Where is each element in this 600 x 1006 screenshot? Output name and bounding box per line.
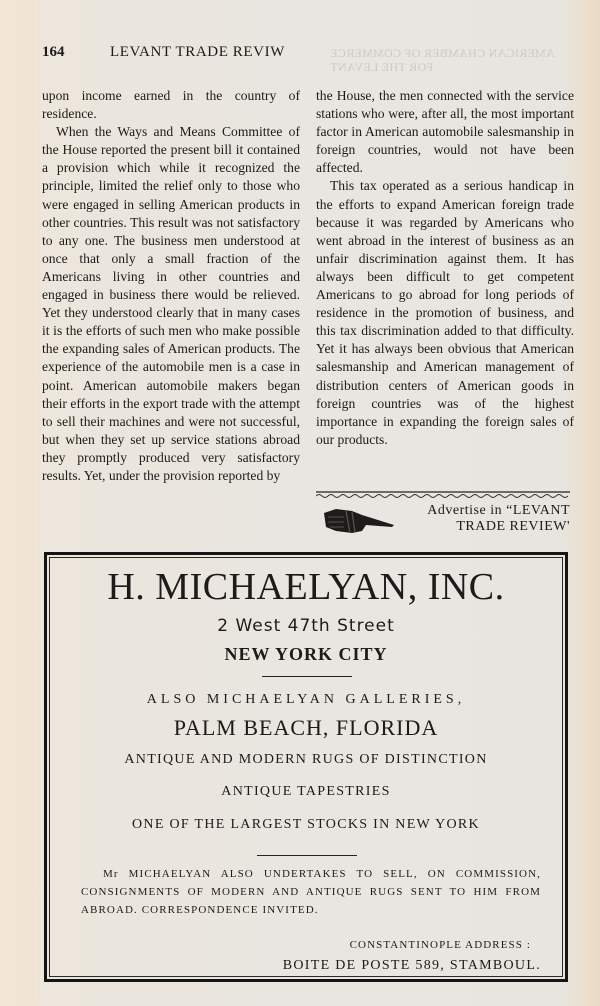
pointing-hand-icon xyxy=(322,505,396,537)
house-ad xyxy=(400,503,570,535)
article-column-right xyxy=(316,87,574,449)
article-column-left xyxy=(42,87,300,485)
wavy-rule-divider xyxy=(316,490,570,500)
commission-notice xyxy=(81,865,541,919)
stocks-line: ONE OF THE LARGEST STOCKS IN NEW YORK xyxy=(132,817,480,832)
constantinople-label: CONSTANTINOPLE ADDRESS : xyxy=(349,939,531,951)
article-paragraph: This tax operated as a serious handicap in the efforts to expand American foreign trade because it was regarded by Americans who went abroad in the interest of business as an unfair discrimination against them. It has always been difficult to get competent Americans to go abroad for long periods of residence in the promotion of business, and this tax discrimination added to that difficulty. Yet it has always been obvious that American salesmanship and American management of distribution centers of American goods in foreign countries was of the highest importance in expanding the foreign sales of our products. xyxy=(316,178,574,447)
michaelyan-advertisement xyxy=(44,552,568,982)
rugs-line: ANTIQUE AND MODERN RUGS OF DISTINCTION xyxy=(124,752,488,767)
constantinople-address: BOITE DE POSTE 589, STAMBOUL. xyxy=(282,958,541,973)
commission-text: Mr MICHAELYAN ALSO UNDERTAKES TO SELL, ON COMMISSION, CONSIGNMENTS OF MODERN AND ANTIQUE RUGS SENT TO HIM FROM ABROAD. CORRESPONDENCE INVITED. xyxy=(81,868,541,916)
article-paragraph: the House, the men connected with the service stations who were, after all, the most important factor in American automobile salesmanship in foreign countries, would not have been affected. xyxy=(316,88,574,176)
running-head xyxy=(42,44,332,64)
article-paragraph: When the Ways and Means Committee of the House reported the present bill it contained a provision which while it recognized the principle, limited the relief only to those who were engaged in selling American products in other countries. This result was not satisfactory to any one. The business men understood at once that only a small fraction of the Americans living in other countries and engaged in business there would be relieved. Yet they understood clearly that in many cases it is the efforts of such men who make possible the expanding sales of American products. The experience of the automobile men is a case in point. American automobile makers began their efforts in the export trade with the attempt to sell their machines and were not successful, but when they set up service stations abroad they promptly produced very satisfactory results. Yet, under the provision reported by xyxy=(42,124,300,483)
street-address: 2 West 47th Street xyxy=(217,616,395,636)
journal-title: LEVANT TRADE REVIW xyxy=(110,44,285,60)
galleries-location: PALM BEACH, FLORIDA xyxy=(173,715,439,740)
city: NEW YORK CITY xyxy=(224,644,388,664)
tapestries-line: ANTIQUE TAPESTRIES xyxy=(221,784,391,799)
page-number: 164 xyxy=(42,44,65,60)
company-name: H. MICHAELYAN, INC. xyxy=(107,566,505,608)
article-paragraph: upon income earned in the country of residence. xyxy=(42,88,300,122)
galleries-line: ALSO MICHAELYAN GALLERIES, xyxy=(146,692,466,707)
house-ad-line-1: Advertise in “LEVANT xyxy=(427,503,570,518)
divider-rule xyxy=(262,676,352,677)
house-ad-line-2: TRADE REVIEW' xyxy=(456,519,570,534)
bleed-through-text: AMERICAN CHAMBER OF COMMERCE FOR THE LEVANT xyxy=(330,46,555,74)
divider-rule xyxy=(257,855,357,856)
